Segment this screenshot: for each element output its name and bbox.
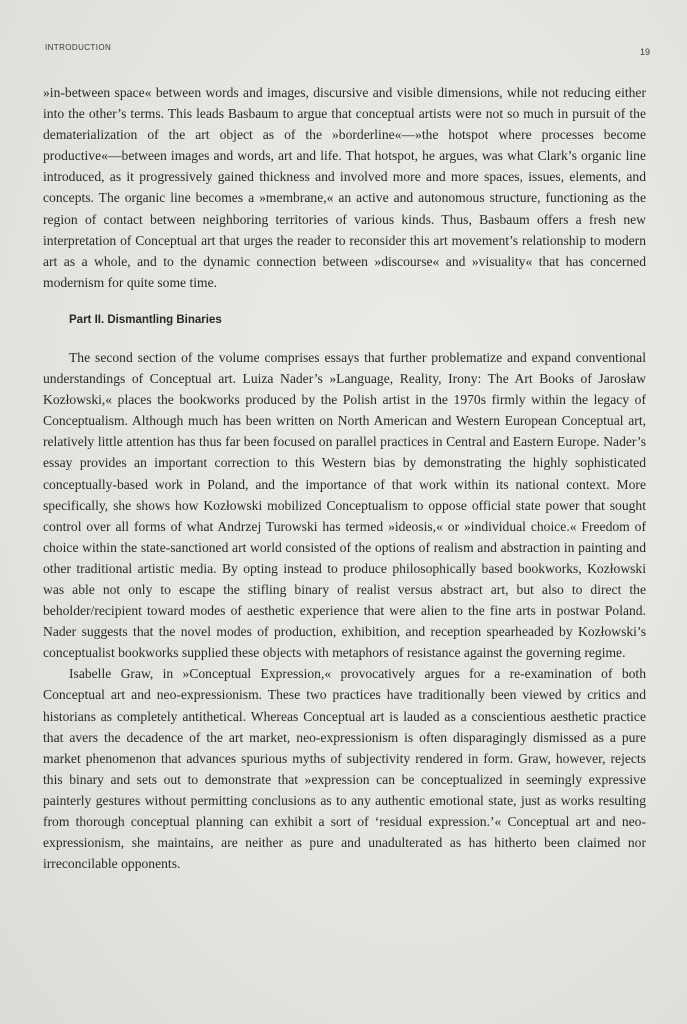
running-head: INTRODUCTION [45,43,112,52]
paragraph-nader: The second section of the volume comprises essays that further problematize and expand conventional understandings of Conceptual art. Luiza Nader’s »Language, Reality, Irony: The Art Books of Jarosław Kozłowski,« places the bookworks produced by the Polish artist in the 1970s firmly within the legacy of Conceptualism. Although much has been written on North American and Western European Conceptual art, relatively little attention has thus far been focused on parallel practices in Central and Eastern Europe. Nader’s essay provides an important correction to this Western bias by demonstrating the highly sophisticated conceptually-based work in Poland, and the importance of that work within its national context. More specifically, she shows how Kozłowski mobilized Conceptualism to oppose official state power that sought control over all forms of what Andrzej Turowski has termed »ideosis,« or »individual choice.« Freedom of choice within the state-sanctioned art world consisted of the options of realism and abstraction in painting and other traditional artistic media. By opting instead to produce philosophically based bookworks, Kozłowski was able not only to escape the stifling binary of realist versus abstract art, but also to direct the beholder/recipient toward modes of aesthetic experience that were alien to the fine arts in postwar Poland. Nader suggests that the novel modes of production, exhibition, and reception spearheaded by Kozłowski’s conceptualist bookworks supplied these objects with metaphors of resistance against the governing regime. [43,349,646,661]
body-text [43,82,646,874]
section-heading: Part II. Dismantling Binaries [69,313,222,326]
page-number: 19 [640,47,651,57]
paragraph-graw: Isabelle Graw, in »Conceptual Expression,« provocatively argues for a re-examination of both Conceptual art and neo-expressionism. These two practices have traditionally been viewed by critics and historians as completely antithetical. Whereas Conceptual art is lauded as a conscientious aesthetic practice that avers the decadence of the art market, neo-expressionism is often disparagingly dismissed as a pure market phenomenon that advances spurious myths of subjectivity rendered in form. Graw, however, rejects this binary and sets out to demonstrate that »expression can be conceptualized in seemingly expressive painterly gestures without permitting conclusions as to any authentic emotional state, just as works resulting from thorough conceptual planning can exhibit a sort of ‘residual expression.’« Conceptual art and neo-expressionism, she maintains, are neither as pure and unadulterated as has hitherto been claimed nor irreconcilable opponents. [43,666,646,872]
paragraph-basbaum: »in-between space« between words and images, discursive and visible dimensions, while not reducing either into the other’s terms. This leads Basbaum to argue that conceptual artists were not so much in pursuit of the dematerialization of the art object as of the »borderline«—»the hotspot where processes become productive«—between images and words, art and life. That hotspot, he argues, was what Clark’s organic line introduced, as it progressively gained thickness and involved more and more spaces, issues, elements, and concepts. The organic line becomes a »membrane,« an active and autonomous structure, functioning as the region of contact between neighboring territories of various kinds. Thus, Basbaum offers a fresh new interpretation of Conceptual art that urges the reader to reconsider this art movement’s relationship to modern art as a whole, and to the dynamic connection between »discourse« and »visuality« that has concerned modernism for quite some time. [43,85,646,290]
